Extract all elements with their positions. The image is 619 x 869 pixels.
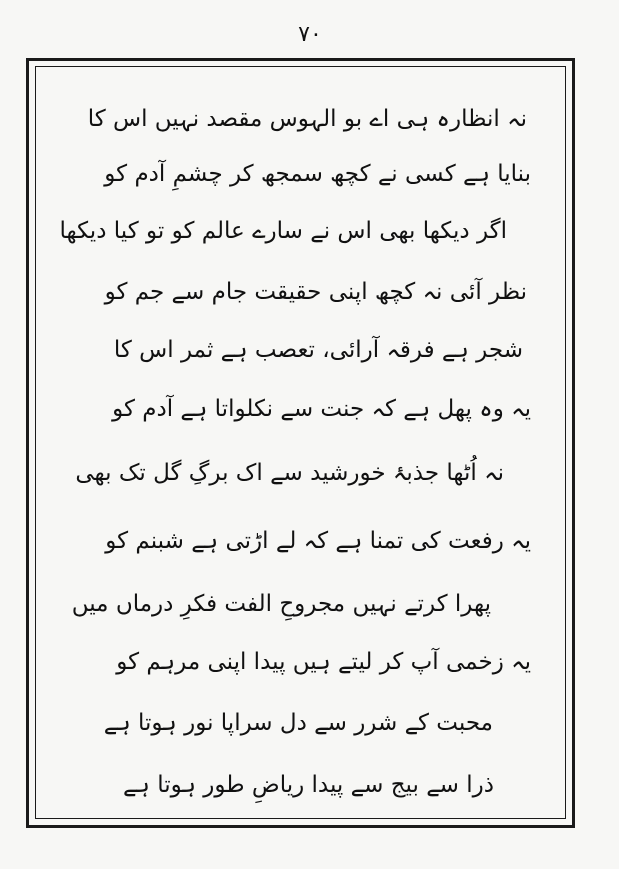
verse-line: نظر آئی نہ کچھ اپنی حقیقت جام سے جم کو bbox=[104, 279, 527, 305]
verse-line: یہ وہ پھل ہے کہ جنت سے نکلواتا ہے آدم کو bbox=[112, 396, 531, 422]
verse-line: پھرا کرتے نہیں مجروحِ الفت فکرِ درماں میں bbox=[71, 591, 491, 617]
verse-line: نہ اُٹھا جذبۂ خورشید سے اک برگِ گل تک بھی bbox=[75, 460, 504, 486]
page-number: ۷۰ bbox=[298, 22, 322, 47]
verse-line: اگر دیکھا بھی اس نے سارے عالم کو تو کیا دیکھا bbox=[59, 218, 507, 244]
verse-line: بنایا ہے کسی نے کچھ سمجھ کر چشمِ آدم کو bbox=[104, 161, 531, 187]
verse-line: ذرا سے بیج سے پیدا ریاضِ طور ہوتا ہے bbox=[122, 772, 494, 798]
verse-line: یہ رفعت کی تمنا ہے کہ لے اڑتی ہے شبنم کو bbox=[105, 528, 531, 554]
verse-line: یہ زخمی آپ کر لیتے ہیں پیدا اپنی مرہم کو bbox=[116, 649, 531, 675]
verse-line: شجر ہے فرقہ آرائی، تعصب ہے ثمر اس کا bbox=[113, 337, 523, 363]
verse-line: نہ انظارہ ہی اے بو الہوس مقصد نہیں اس کا bbox=[87, 106, 527, 132]
verse-line: محبت کے شرر سے دل سراپا نور ہوتا ہے bbox=[103, 710, 493, 736]
